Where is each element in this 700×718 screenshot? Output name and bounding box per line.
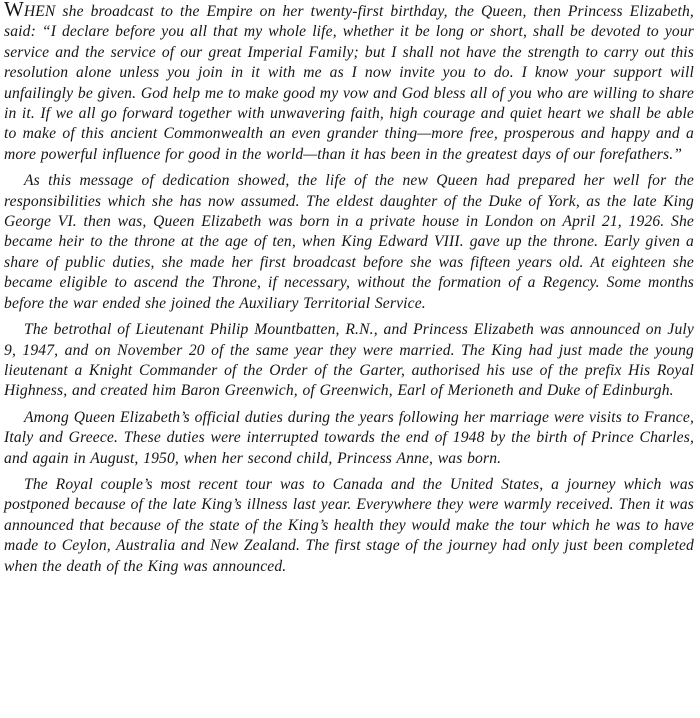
article-paragraph-3: The betrothal of Lieutenant Philip Mountbatten, R.N., and Princess Elizabeth was announced on July 9, 1947, and on November 20 of the same year they were married. The King had just made the young lieutenant a Knight Commander of the Order of the Garter, authorised his use of the prefix His Royal Highness, and created him Baron Greenwich, of Greenwich, Earl of Merioneth and Duke of Edinburgh. bbox=[4, 321, 694, 400]
article-paragraph-5: The Royal couple’s most recent tour was to Canada and the United States, a journey which was postponed because of the late King’s illness last year. Everywhere they were warmly received. Then it was announced that because of the state of the King’s health they would make the tour which he was to have made to Ceylon, Australia and New Zealand. The first stage of the journey had only just been completed when the death of the King was announced. bbox=[4, 475, 694, 575]
paragraph-1-text: HEN she broadcast to the Empire on her twenty-first birthday, the Queen, then Princess Elizabeth, said: “I declare before you all that my whole life, whether it be long or short, shall be devoted to your service and the service of our great Imperial Family; but I shall not have the strength to carry out this resolution alone unless you join in it with me as I now invite you to do. I know your support will unfailingly be given. God help me to make good my vow and God bless all of you who are willing to share in it. If we all go forward together with unwavering faith, high courage and quiet heart we shall be able to make of this ancient Commonwealth an even grander thing—more free, prosperous and happy and a more powerful influence for good in the world—than it has been in the greatest days of our forefathers.” bbox=[4, 3, 694, 163]
article-paragraph-1 bbox=[4, 2, 694, 165]
article-paragraph-2: As this message of dedication showed, the life of the new Queen had prepared her well for the responsibilities which she has now assumed. The eldest daughter of the Duke of York, as the late King George VI. then was, Queen Elizabeth was born in a private house in London on April 21, 1926. She became heir to the throne at the age of ten, when King Edward VIII. gave up the throne. Early given a share of public duties, she made her first broadcast before she was fifteen years old. At eighteen she became eligible to ascend the Throne, if necessary, without the formation of a Regency. Some months before the war ended she joined the Auxiliary Territorial Service. bbox=[4, 172, 694, 312]
drop-cap-letter: W bbox=[4, 0, 23, 21]
article-page bbox=[4, 0, 694, 718]
article-paragraph-4: Among Queen Elizabeth’s official duties during the years following her marriage were visits to France, Italy and Greece. These duties were interrupted towards the end of 1948 by the birth of Prince Charles, and again in August, 1950, when her second child, Princess Anne, was born. bbox=[4, 408, 694, 467]
